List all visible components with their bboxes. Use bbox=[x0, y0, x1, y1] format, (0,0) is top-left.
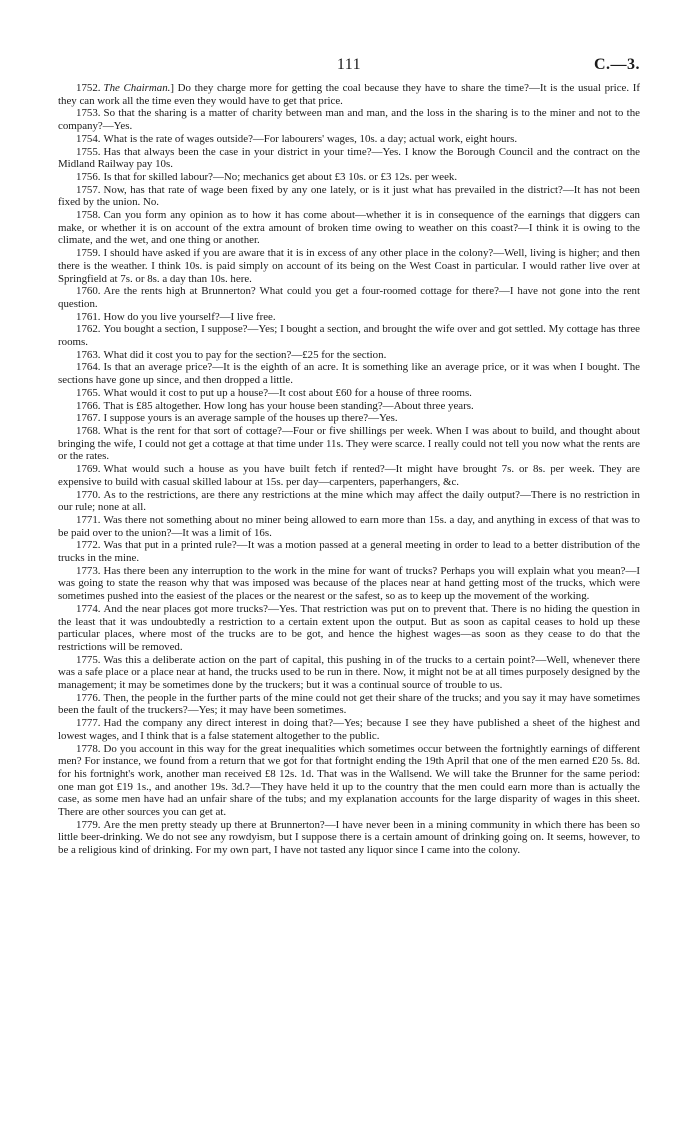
question-number: 1755. bbox=[76, 145, 101, 158]
question-number: 1761. bbox=[76, 310, 101, 323]
question-paragraph bbox=[58, 743, 640, 819]
question-text: And the near places got more trucks?—Yes. That restriction was put on to prevent that. There is no hiding the question in the least that it was undoubtedly a restriction to a certain extent upon the output. But as soon as capital ceases to hold up these particular places, where most of the trucks are to be got, and hence the highest wages—as soon as they cease to do that the restrictions will be removed. bbox=[58, 602, 640, 653]
question-paragraph bbox=[58, 184, 640, 209]
question-text: Is that an average price?—It is the eighth of an acre. It is something like an average price, or it was when I bought. The sections have gone up since, and then dropped a little. bbox=[58, 361, 640, 387]
question-number: 1775. bbox=[76, 653, 101, 666]
question-text: Is that for skilled labour?—No; mechanics get about £3 10s. or £3 12s. per week. bbox=[103, 170, 458, 183]
question-number: 1776. bbox=[76, 691, 101, 704]
question-text: Can you form any opinion as to how it has come about—whether it is in consequence of the earnings that diggers can make, or whether it is on account of the extra amount of broken time owing to weather on this coast?—I think it is owing to the climate, and the wet, and one thing or another. bbox=[58, 209, 640, 247]
question-number: 1762. bbox=[76, 323, 101, 336]
question-text: Are the men pretty steady up there at Brunnerton?—I have never been in a mining community in which there has been so little beer-drinking. We do not see any rowdyism, but I suppose there is a certain amount of drinking going on. It seems, however, to be a religious kind of drinking. For my own part, I have not tasted any liquor since I came into the colony. bbox=[58, 818, 640, 857]
question-text: I should have asked if you are aware that it is in excess of any other place in the colony?—Well, living is higher; and then there is the weather. I think 10s. is paid simply on account of its being on the West Coast in particular. I would rather live over at Springfield at 7s. or 8s. a day than 10s. here. bbox=[58, 247, 640, 285]
question-paragraph bbox=[58, 107, 640, 132]
question-text: You bought a section, I suppose?—Yes; I bought a section, and brought the wife over and got settled. My cottage has three rooms. bbox=[58, 323, 640, 349]
question-text: What would it cost to put up a house?—It cost about £60 for a house of three rooms. bbox=[103, 386, 472, 399]
question-number: 1767. bbox=[76, 412, 101, 425]
question-paragraph bbox=[58, 349, 640, 362]
question-paragraph bbox=[58, 146, 640, 171]
question-paragraph bbox=[58, 425, 640, 463]
question-paragraph bbox=[58, 400, 640, 413]
evidence-text bbox=[58, 82, 640, 857]
question-paragraph bbox=[58, 819, 640, 857]
question-text: Then, the people in the further parts of the mine could not get their share of the trucks; and you say it may have sometimes been the fault of the truckers?—Yes; it may have been sometimes. bbox=[58, 691, 640, 717]
document-reference: C.—3. bbox=[593, 56, 640, 73]
question-paragraph bbox=[58, 247, 640, 285]
page-header bbox=[58, 56, 640, 78]
question-number: 1779. bbox=[76, 818, 101, 831]
question-text: How do you live yourself?—I live free. bbox=[103, 310, 276, 323]
question-number: 1770. bbox=[76, 488, 101, 501]
question-number: 1768. bbox=[76, 424, 101, 437]
question-number: 1778. bbox=[76, 742, 101, 755]
question-paragraph bbox=[58, 692, 640, 717]
question-text: Was this a deliberate action on the part of capital, this pushing in of the trucks to a certain point?—Well, whenever there was a safe place or a place near at hand, the trucks used to be run in there. Now, it might not be at all times purposely designed by the management; it may be sometimes done by the truckers; but it was a continual source of trouble to us. bbox=[58, 653, 640, 692]
question-paragraph bbox=[58, 361, 640, 386]
question-number: 1766. bbox=[76, 399, 101, 412]
question-number: 1759. bbox=[76, 247, 101, 260]
question-paragraph bbox=[58, 82, 640, 107]
question-text: I suppose yours is an average sample of the houses up there?—Yes. bbox=[103, 412, 398, 425]
question-number: 1760. bbox=[76, 285, 101, 298]
question-text: Do you account in this way for the great inequalities which sometimes occur between the fortnightly earnings of different men? For instance, we found from a return that we got for that fortnight ending the 19th April that one of the men earned £20 5s. 8d. for his fortnight's work, another man received £8 12s. 1d. That was in the Wallsend. We will take the Brunner for the same period: one man got £19 1s., and another 19s. 3d.?—They have held it up to the country that the men could earn more than is actually the case, as some men have had an unfair share of the tubs; and my explanation accounts for the large disparity of wages in this sheet. There are other sources you can get at. bbox=[58, 742, 640, 819]
question-text: What is the rent for that sort of cottage?—Four or five shillings per week. When I was about to build, and thought about bringing the wife, I could not get a cottage at that time under 11s. They were scarce. I really could not tell you now what the rents are or the rates. bbox=[58, 424, 640, 463]
page-number: 111 bbox=[336, 56, 362, 73]
question-paragraph bbox=[58, 412, 640, 425]
question-paragraph bbox=[58, 565, 640, 603]
question-paragraph bbox=[58, 311, 640, 324]
question-paragraph bbox=[58, 133, 640, 146]
question-text: Has there been any interruption to the work in the mine for want of trucks? Perhaps you will explain what you mean?—I was going to state the reason why that was imposed was because of the places near at hand getting most of the trucks, which were sometimes pushed into the easiest of the places or the nearest or the safest, so as to keep up the movement of the working. bbox=[58, 564, 640, 603]
question-text: What would such a house as you have built fetch if rented?—It might have brought 7s. or 8s. per week. They are expensive to build with casual skilled labour at 15s. per day—carpenters, paperhangers, &c. bbox=[58, 463, 640, 488]
question-number: 1764. bbox=[76, 361, 101, 374]
question-text: Has that always been the case in your district in your time?—Yes. I know the Borough Council and the contract on the Midland Railway pay 10s. bbox=[58, 145, 640, 171]
question-number: 1758. bbox=[76, 209, 101, 222]
question-text: Had the company any direct interest in doing that?—Yes; because I see they have published a sheet of the highest and lowest wages, and I think that is a false statement altogether to the public. bbox=[58, 717, 640, 742]
question-paragraph bbox=[58, 654, 640, 692]
question-paragraph bbox=[58, 387, 640, 400]
question-paragraph bbox=[58, 717, 640, 742]
question-number: 1753. bbox=[76, 107, 101, 120]
question-number: 1773. bbox=[76, 564, 101, 577]
question-text: What is the rate of wages outside?—For labourers' wages, 10s. a day; actual work, eight hours. bbox=[103, 132, 518, 145]
question-paragraph bbox=[58, 171, 640, 184]
question-number: 1769. bbox=[76, 463, 101, 476]
question-text: Now, has that rate of wage been fixed by any one lately, or is it just what has prevailed in the district?—It has not been fixed by the union. No. bbox=[58, 183, 640, 209]
question-number: 1777. bbox=[76, 717, 101, 730]
question-number: 1774. bbox=[76, 602, 101, 615]
question-number: 1765. bbox=[76, 386, 101, 399]
question-paragraph bbox=[58, 489, 640, 514]
question-paragraph bbox=[58, 463, 640, 488]
question-text: So that the sharing is a matter of charity between man and man, and the loss in the sharing is to the miner and not to the company?—Yes. bbox=[58, 107, 640, 133]
question-paragraph bbox=[58, 285, 640, 310]
question-text: ] Do they charge more for getting the coal because they have to share the time?—It is the usual price. If they can work all the time even they would have to get that price. bbox=[58, 82, 640, 107]
question-number: 1757. bbox=[76, 183, 101, 196]
question-paragraph bbox=[58, 323, 640, 348]
question-text: Was there not something about no miner being allowed to earn more than 15s. a day, and anything in excess of that was to be paid over to the union?—It was a limit of 16s. bbox=[58, 513, 640, 539]
question-number: 1763. bbox=[76, 348, 101, 361]
question-paragraph bbox=[58, 209, 640, 247]
speaker-name: The Chairman. bbox=[103, 82, 171, 94]
question-text: As to the restrictions, are there any restrictions at the mine which may affect the daily output?—There is no restriction in our rule; none at all. bbox=[58, 488, 640, 514]
question-text: That is £85 altogether. How long has your house been standing?—About three years. bbox=[103, 399, 474, 412]
question-number: 1771. bbox=[76, 513, 101, 526]
question-paragraph bbox=[58, 603, 640, 654]
question-number: 1754. bbox=[76, 132, 101, 145]
question-text: Are the rents high at Brunnerton? What could you get a four-roomed cottage for there?—I have not gone into the rent question. bbox=[58, 285, 640, 310]
question-number: 1752. bbox=[76, 82, 101, 94]
question-text: What did it cost you to pay for the section?—£25 for the section. bbox=[103, 348, 387, 361]
question-paragraph bbox=[58, 539, 640, 564]
question-number: 1772. bbox=[76, 539, 101, 552]
question-number: 1756. bbox=[76, 170, 101, 183]
question-text: Was that put in a printed rule?—It was a motion passed at a general meeting in order to lead to a better distribution of the trucks in the mine. bbox=[58, 539, 640, 565]
question-paragraph bbox=[58, 514, 640, 539]
